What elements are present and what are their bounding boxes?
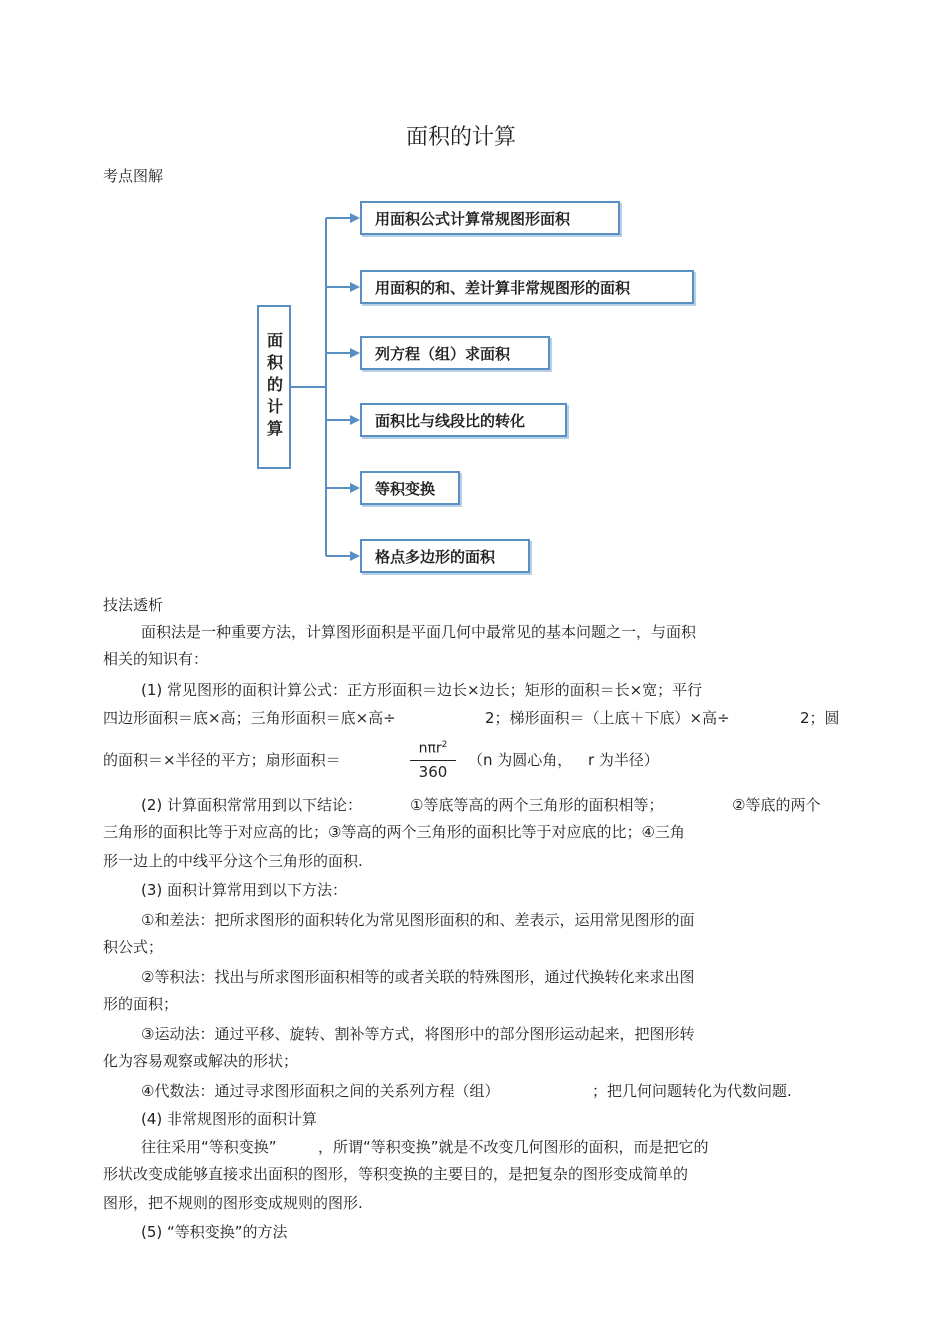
paragraph-line: ；把几何问题转化为代数问题.: [592, 1082, 792, 1100]
page-title: 面积的计算: [406, 125, 517, 150]
diagram-node-4: 面积比与线段比的转化: [360, 403, 567, 437]
concept-diagram: [0, 0, 950, 600]
paragraph-line: ①等底等高的两个三角形的面积相等；: [410, 796, 664, 814]
paragraph-line: (4) 非常规图形的面积计算: [141, 1110, 318, 1128]
paragraph-line: ④代数法：通过寻求图形面积之间的关系列方程（组）: [141, 1082, 500, 1100]
paragraph-line: ①和差法：把所求图形的面积转化为常见图形面积的和、差表示，运用常见图形的面: [141, 911, 695, 929]
paragraph-line: 四边形面积＝底×高；三角形面积＝底×高÷: [103, 709, 396, 727]
paragraph-line: ③运动法：通过平移、旋转、割补等方式，将图形中的部分图形运动起来，把图形转: [141, 1025, 695, 1043]
paragraph-line: (1) 常见图形的面积计算公式：正方形面积＝边长×边长；矩形的面积＝长×宽；平行: [141, 681, 703, 699]
paragraph-line: （n 为圆心角，: [468, 751, 573, 769]
paragraph-line: 形状改变成能够直接求出面积的图形，等积变换的主要目的，是把复杂的图形变成简单的: [103, 1165, 689, 1183]
fraction-numerator: nπr: [418, 740, 442, 757]
sector-area-fraction: [410, 736, 456, 781]
paragraph-line: 相关的知识有：: [103, 650, 209, 668]
paragraph-line: 2；梯形面积＝（上底＋下底）×高÷: [485, 709, 730, 727]
paragraph-line: 的面积＝×半径的平方；扇形面积＝: [103, 751, 341, 769]
diagram-node-1: 用面积公式计算常规图形面积: [360, 201, 620, 235]
diagram-node-2: 用面积的和、差计算非常规图形的面积: [360, 270, 694, 304]
paragraph-line: ②等积法：找出与所求图形面积相等的或者关联的特殊图形，通过代换转化来求出图: [141, 968, 695, 986]
paragraph-line: (5) “等积变换”的方法: [141, 1223, 288, 1241]
paragraph-line: 形的面积；: [103, 995, 179, 1013]
paragraph-line: 面积法是一种重要方法，计算图形面积是平面几何中最常见的基本问题之一，与面积: [141, 623, 697, 641]
paragraph-line: (2) 计算面积常常用到以下结论：: [141, 796, 363, 814]
paragraph-line: r 为半径）: [588, 751, 659, 769]
paragraph-line: 三角形的面积比等于对应高的比；③等高的两个三角形的面积比等于对应底的比；④三角: [103, 823, 685, 841]
paragraph-line: 图形，把不规则的图形变成规则的图形.: [103, 1194, 363, 1212]
fraction-denominator: 360: [418, 762, 448, 781]
section-heading-diagram: 考点图解: [103, 167, 164, 185]
paragraph-line: 2；圆: [800, 709, 840, 727]
diagram-node-3: 列方程（组）求面积: [360, 336, 550, 370]
section-heading-techniques: 技法透析: [103, 596, 164, 614]
fraction-exponent: 2: [441, 740, 448, 750]
diagram-root-node: [257, 305, 291, 469]
diagram-node-5: 等积变换: [360, 471, 460, 505]
paragraph-line: 化为容易观察或解决的形状；: [103, 1052, 299, 1070]
paragraph-line: 积公式；: [103, 938, 164, 956]
diagram-root-label: 面积的计算: [264, 332, 284, 442]
diagram-node-6: 格点多边形的面积: [360, 539, 530, 573]
paragraph-line: ，所谓“等积变换”就是不改变几何图形的面积，而是把它的: [318, 1138, 709, 1156]
paragraph-line: ②等底的两个: [732, 796, 821, 814]
paragraph-line: 往往采用“等积变换”: [141, 1138, 277, 1156]
paragraph-line: (3) 面积计算常用到以下方法：: [141, 881, 348, 899]
paragraph-line: 形一边上的中线平分这个三角形的面积.: [103, 852, 363, 870]
